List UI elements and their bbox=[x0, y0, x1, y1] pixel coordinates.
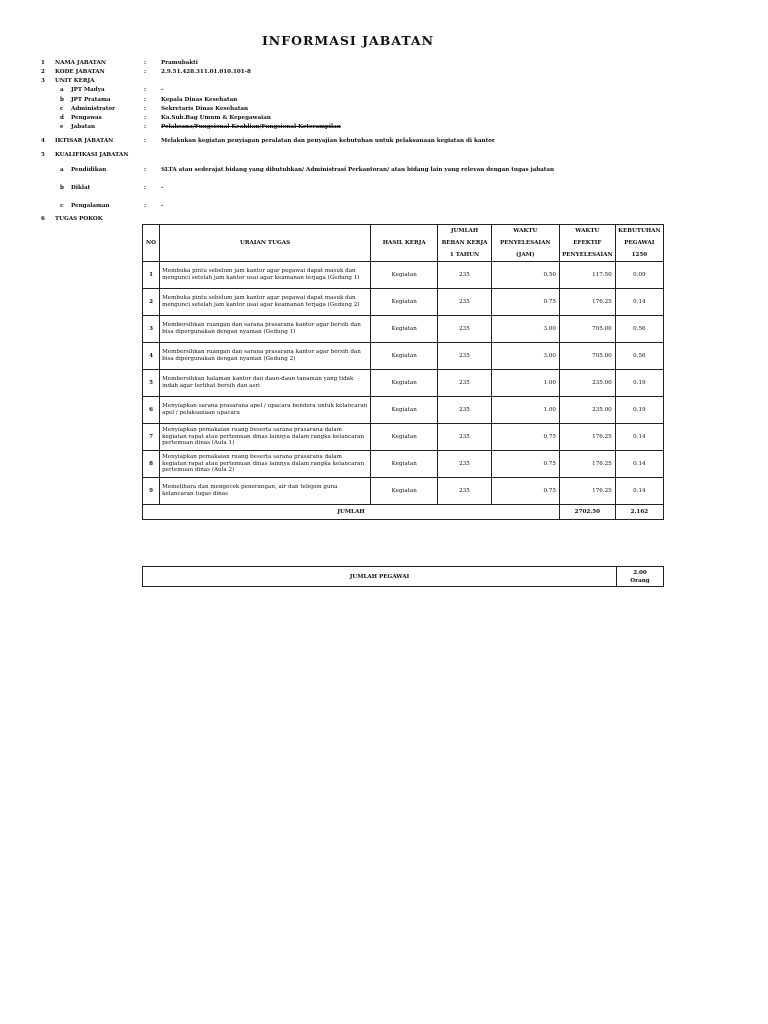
field-number: 1 bbox=[41, 60, 45, 66]
field-label: KUALIFIKASI JABATAN bbox=[55, 152, 129, 158]
cell-hasil: Kegiatan bbox=[371, 289, 438, 316]
field-letter: d bbox=[60, 115, 64, 121]
field-number: 4 bbox=[41, 138, 45, 144]
cell-no: 5 bbox=[143, 370, 160, 397]
header-efektif bbox=[559, 225, 615, 262]
colon: : bbox=[144, 115, 147, 121]
cell-hasil: Kegiatan bbox=[371, 262, 438, 289]
field-value: 2.9.51.428.311.01.010.101-8 bbox=[161, 69, 251, 75]
field-number: 6 bbox=[41, 216, 45, 222]
table-row bbox=[143, 397, 664, 424]
field-value: SLTA atau sederajat bidang yang dibutuhkan/ Administrasi Perkantoran/ atau bidang lain yang relevan dengan tugas jabatan bbox=[161, 167, 555, 173]
cell-kebutuhan: 0.14 bbox=[615, 451, 663, 478]
field-letter: a bbox=[60, 167, 64, 173]
cell-waktu: 0.75 bbox=[491, 424, 559, 451]
cell-no: 9 bbox=[143, 478, 160, 505]
field-label: JPT Pratama bbox=[71, 97, 111, 103]
cell-efektif: 117.50 bbox=[559, 262, 615, 289]
table-row bbox=[143, 262, 664, 289]
field-value: - bbox=[161, 185, 164, 191]
jumlah-pegawai-value bbox=[617, 567, 664, 587]
cell-uraian: Memelihara dan mengecek penerangan, air dan telepon guna kelancaran tugas dinas bbox=[160, 478, 371, 505]
cell-hasil: Kegiatan bbox=[371, 370, 438, 397]
table-row bbox=[143, 343, 664, 370]
field-letter: c bbox=[60, 203, 64, 209]
colon: : bbox=[144, 203, 147, 209]
header-line: 1 TAHUN bbox=[449, 252, 480, 258]
cell-no: 3 bbox=[143, 316, 160, 343]
colon: : bbox=[144, 97, 147, 103]
cell-waktu: 3.00 bbox=[491, 316, 559, 343]
cell-waktu: 0.50 bbox=[491, 262, 559, 289]
cell-beban: 235 bbox=[438, 478, 491, 505]
cell-kebutuhan: 0.19 bbox=[615, 397, 663, 424]
field-number: 3 bbox=[41, 78, 45, 84]
header-line: 1250 bbox=[631, 252, 648, 258]
cell-kebutuhan: 0.14 bbox=[615, 289, 663, 316]
table-header-row bbox=[143, 225, 664, 262]
cell-hasil: Kegiatan bbox=[371, 478, 438, 505]
cell-beban: 235 bbox=[438, 451, 491, 478]
cell-kebutuhan: 0.56 bbox=[615, 343, 663, 370]
cell-no: 2 bbox=[143, 289, 160, 316]
cell-kebutuhan: 0.14 bbox=[615, 478, 663, 505]
cell-hasil: Kegiatan bbox=[371, 451, 438, 478]
cell-hasil: Kegiatan bbox=[371, 316, 438, 343]
colon: : bbox=[144, 69, 147, 75]
field-label: UNIT KERJA bbox=[55, 78, 95, 84]
cell-no: 4 bbox=[143, 343, 160, 370]
header-line: WAKTU bbox=[513, 228, 538, 234]
header-line: PEGAWAI bbox=[624, 240, 655, 246]
field-value: - bbox=[161, 87, 164, 93]
colon: : bbox=[144, 124, 147, 130]
field-value: Melakukan kegiatan penyiapan peralatan dan penyajian kebutuhan untuk pelaksanaan kegiatan di kantor bbox=[161, 138, 495, 144]
field-label: TUGAS POKOK bbox=[55, 216, 103, 222]
cell-beban: 235 bbox=[438, 289, 491, 316]
field-value: Pelaksana/Fungsional Keahlian/Fungsional Keterampilan bbox=[161, 124, 341, 130]
cell-beban: 235 bbox=[438, 370, 491, 397]
cell-kebutuhan: 0.14 bbox=[615, 424, 663, 451]
field-label: Administrator bbox=[71, 106, 116, 112]
header-line: (JAM) bbox=[516, 252, 535, 258]
cell-efektif: 176.25 bbox=[559, 289, 615, 316]
cell-waktu: 0.75 bbox=[491, 478, 559, 505]
task-table bbox=[142, 224, 664, 520]
cell-waktu: 1.00 bbox=[491, 370, 559, 397]
cell-hasil: Kegiatan bbox=[371, 343, 438, 370]
field-label: Diklat bbox=[71, 185, 91, 191]
pegawai-unit: Orang bbox=[630, 577, 650, 584]
jumlah-pegawai-table bbox=[142, 566, 664, 587]
cell-no: 1 bbox=[143, 262, 160, 289]
field-letter: b bbox=[60, 185, 64, 191]
cell-waktu: 1.00 bbox=[491, 397, 559, 424]
cell-kebutuhan: 0.56 bbox=[615, 316, 663, 343]
cell-uraian: Menyiapkan pemakaian ruang beserta sarana prasarana dalam kegiatan rapat atau pertemuan dinas lainnya dalam rangka kelancaran pertemuan dinas (Aula 2) bbox=[160, 451, 371, 478]
cell-uraian: Membuka pintu sebelum jam kantor agar pegawai dapat masuk dan mengunci setelah jam kantor usai agar keamanan terjaga (Gedung 2) bbox=[160, 289, 371, 316]
colon: : bbox=[144, 60, 147, 66]
cell-kebutuhan: 0.09 bbox=[615, 262, 663, 289]
field-label: Jabatan bbox=[71, 124, 96, 130]
table-row bbox=[143, 316, 664, 343]
field-letter: b bbox=[60, 97, 64, 103]
field-label: IKTISAR JABATAN bbox=[55, 138, 114, 144]
cell-beban: 235 bbox=[438, 343, 491, 370]
cell-efektif: 235.00 bbox=[559, 370, 615, 397]
cell-uraian: Menyiapkan pemakaian ruang beserta sarana prasarana dalam kegiatan rapat atau pertemuan dinas lainnya dalam rangka kelancaran pertemuan dinas (Aula 1) bbox=[160, 424, 371, 451]
field-letter: e bbox=[60, 124, 64, 130]
field-value: Ka.Sub.Bag Umum & Kepegawaian bbox=[161, 115, 271, 121]
cell-uraian: Menyiapkan sarana prasarana apel / upacara bendera untuk kelancaran apel / pelaksanaan upacara bbox=[160, 397, 371, 424]
cell-hasil: Kegiatan bbox=[371, 397, 438, 424]
pegawai-number: 2.00 bbox=[633, 569, 647, 576]
colon: : bbox=[144, 185, 147, 191]
header-uraian: URAIAN TUGAS bbox=[160, 225, 371, 262]
field-label: Pengawas bbox=[71, 115, 102, 121]
cell-hasil: Kegiatan bbox=[371, 424, 438, 451]
cell-efektif: 176.25 bbox=[559, 424, 615, 451]
cell-efektif: 176.25 bbox=[559, 478, 615, 505]
field-value: - bbox=[161, 203, 164, 209]
field-number: 2 bbox=[41, 69, 45, 75]
header-no: NO bbox=[143, 225, 160, 262]
cell-beban: 235 bbox=[438, 262, 491, 289]
header-line: EFEKTIF bbox=[573, 240, 602, 246]
header-waktu bbox=[491, 225, 559, 262]
field-value: Pramubakti bbox=[161, 60, 198, 66]
cell-beban: 235 bbox=[438, 397, 491, 424]
field-letter: a bbox=[60, 87, 64, 93]
field-label: JPT Madya bbox=[71, 87, 105, 93]
header-line: PENYELESAIAN bbox=[500, 240, 551, 246]
cell-beban: 235 bbox=[438, 316, 491, 343]
cell-waktu: 3.00 bbox=[491, 343, 559, 370]
field-label: NAMA JABATAN bbox=[55, 60, 106, 66]
colon: : bbox=[144, 106, 147, 112]
jumlah-pegawai-row bbox=[143, 567, 664, 587]
table-row bbox=[143, 289, 664, 316]
cell-waktu: 0.75 bbox=[491, 451, 559, 478]
total-label: JUMLAH bbox=[143, 505, 560, 520]
total-kebutuhan: 2.162 bbox=[615, 505, 663, 520]
header-jumlah bbox=[438, 225, 491, 262]
header-line: KEBUTUHAN bbox=[618, 228, 661, 234]
cell-no: 7 bbox=[143, 424, 160, 451]
table-row bbox=[143, 478, 664, 505]
header-line: BEBAN KERJA bbox=[441, 240, 488, 246]
field-label: Pengalaman bbox=[71, 203, 110, 209]
colon: : bbox=[144, 87, 147, 93]
table-total-row bbox=[143, 505, 664, 520]
header-hasil: HASIL KERJA bbox=[371, 225, 438, 262]
field-number: 5 bbox=[41, 152, 45, 158]
cell-efektif: 705.00 bbox=[559, 343, 615, 370]
cell-no: 6 bbox=[143, 397, 160, 424]
table-row bbox=[143, 451, 664, 478]
cell-kebutuhan: 0.19 bbox=[615, 370, 663, 397]
colon: : bbox=[144, 167, 147, 173]
header-line: WAKTU bbox=[575, 228, 600, 234]
table-row bbox=[143, 424, 664, 451]
header-kebutuhan bbox=[615, 225, 663, 262]
cell-uraian: Membersihkan ruangan dan sarana prasarana kantor agar bersih dan bisa dipergunakan dengan nyaman (Gedung 2) bbox=[160, 343, 371, 370]
document-title: INFORMASI JABATAN bbox=[261, 33, 435, 48]
cell-uraian: Membuka pintu sebelum jam kantor agar pegawai dapat masuk dan mengunci setelah jam kantor usai agar keamanan terjaga (Gedung 1) bbox=[160, 262, 371, 289]
field-label: KODE JABATAN bbox=[55, 69, 105, 75]
field-value: Sekretaris Dinas Kesehatan bbox=[161, 106, 249, 112]
jumlah-pegawai-label: JUMLAH PEGAWAI bbox=[143, 567, 617, 587]
field-label: Pendidikan bbox=[71, 167, 107, 173]
cell-efektif: 705.00 bbox=[559, 316, 615, 343]
table-row bbox=[143, 370, 664, 397]
cell-beban: 235 bbox=[438, 424, 491, 451]
cell-no: 8 bbox=[143, 451, 160, 478]
colon: : bbox=[144, 138, 147, 144]
header-line: JUMLAH bbox=[450, 228, 479, 234]
total-efektif: 2702.50 bbox=[559, 505, 615, 520]
cell-efektif: 176.25 bbox=[559, 451, 615, 478]
cell-waktu: 0.75 bbox=[491, 289, 559, 316]
field-value: Kepala Dinas Kesehatan bbox=[161, 97, 238, 103]
header-line: PENYELESAIAN bbox=[562, 252, 613, 258]
cell-uraian: Membersihkan ruangan dan sarana prasarana kantor agar bersih dan bisa dipergunakan dengan nyaman (Gedung 1) bbox=[160, 316, 371, 343]
field-letter: c bbox=[60, 106, 64, 112]
cell-efektif: 235.00 bbox=[559, 397, 615, 424]
cell-uraian: Membersihkan halaman kantor dan daun-daun tanaman yang tidak indah agar terlihat bersih dan asri bbox=[160, 370, 371, 397]
